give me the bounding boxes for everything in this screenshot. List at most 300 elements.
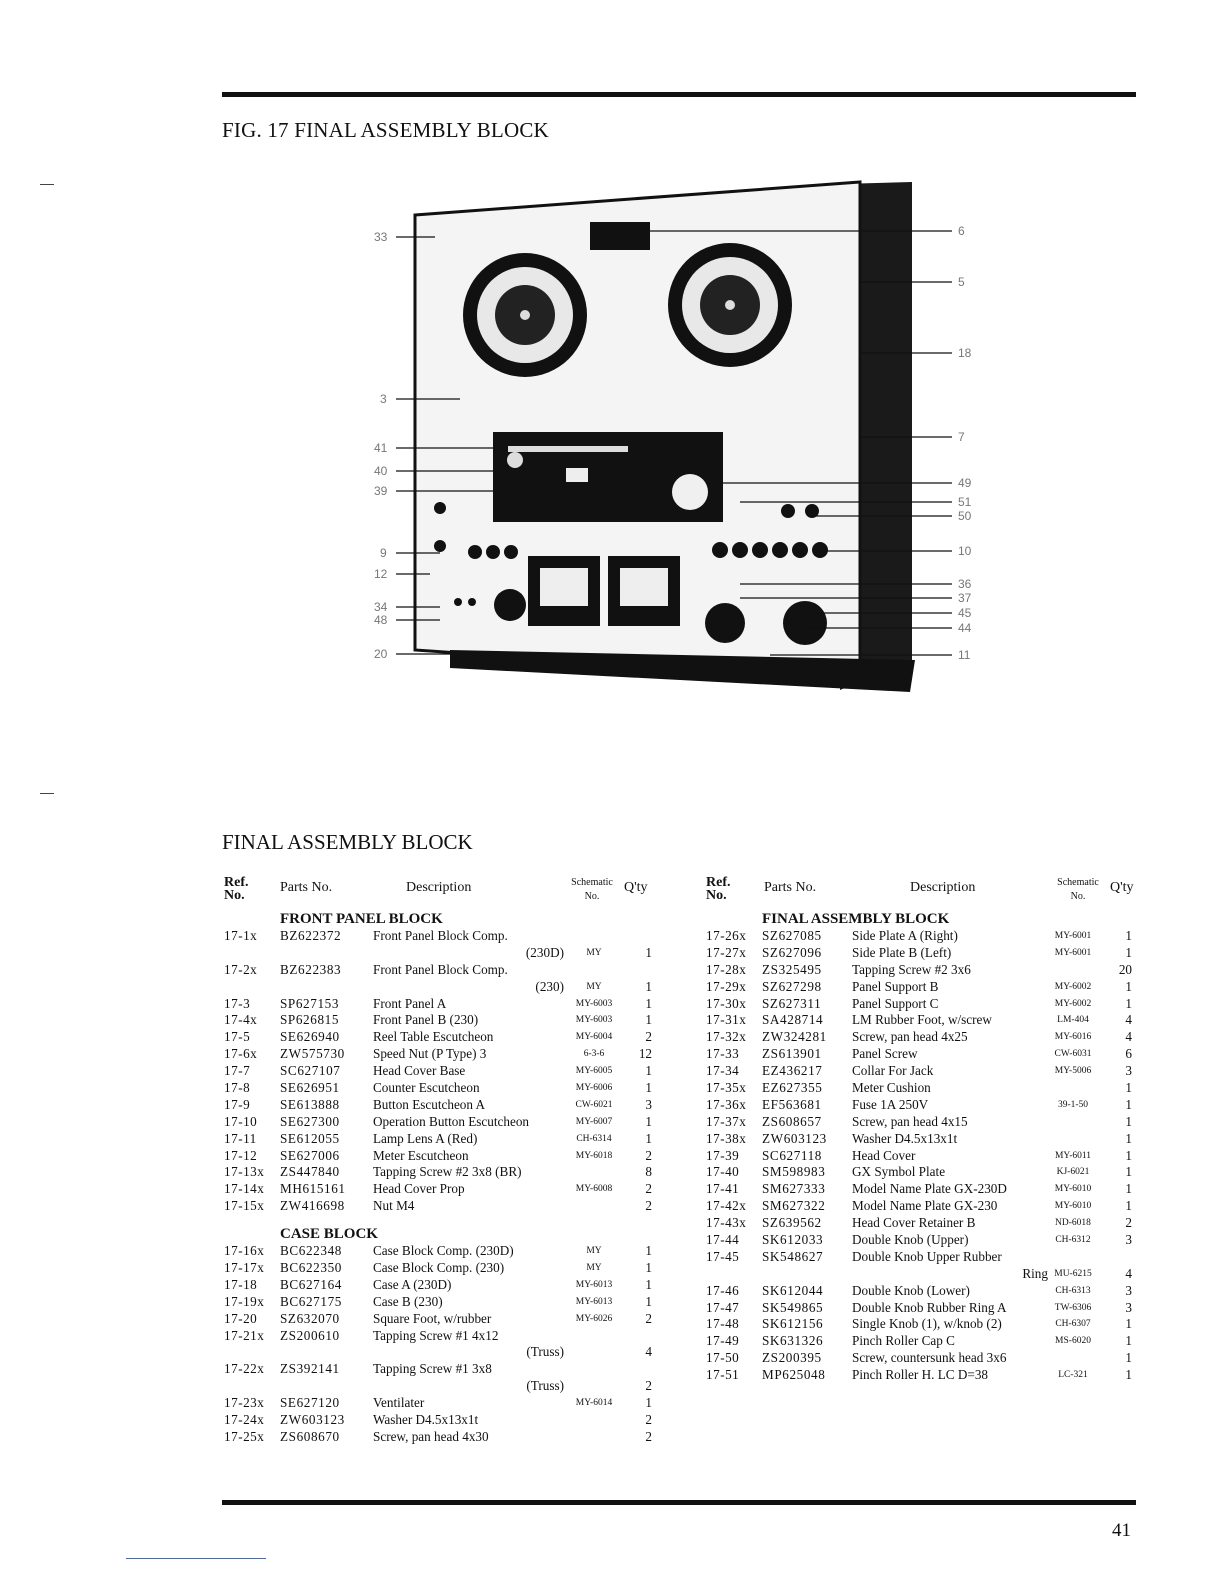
parts-no: SK612033: [762, 1232, 824, 1248]
description: Front Panel A: [373, 995, 447, 1011]
ref-no: 17-33: [706, 1046, 740, 1062]
table-row: [704, 1131, 1144, 1148]
ref-no: 17-34: [706, 1063, 740, 1079]
parts-no: SE627006: [280, 1147, 340, 1163]
quantity: 3: [1125, 1232, 1132, 1248]
parts-no: ZS608670: [280, 1428, 340, 1444]
header-qty: Q'ty: [1110, 880, 1134, 895]
parts-no: SK548627: [762, 1248, 824, 1264]
parts-no: ZS200395: [762, 1350, 822, 1366]
callout-label: 9: [380, 546, 387, 560]
table-header: [222, 876, 658, 910]
parts-no: SZ627298: [762, 978, 822, 994]
callout-label: 34: [374, 600, 388, 614]
section-title: FINAL ASSEMBLY BLOCK: [222, 830, 473, 854]
ref-no: 17-18: [224, 1276, 258, 1292]
description: Single Knob (1), w/knob (2): [852, 1316, 1002, 1332]
level-meter-left: [528, 556, 600, 626]
parts-no: SC627107: [280, 1063, 341, 1079]
description: Screw, pan head 4x25: [852, 1029, 968, 1045]
ref-no: 17-45: [706, 1248, 740, 1264]
description: Speed Nut (P Type) 3: [373, 1046, 487, 1062]
table-row: [222, 1294, 658, 1311]
right-callout-labels: [958, 224, 972, 662]
parts-no: EZ436217: [762, 1063, 823, 1079]
schematic-no: MU-6215: [1054, 1268, 1092, 1279]
schematic-no: MY-6010: [1054, 1201, 1092, 1212]
ref-no: 17-36x: [706, 1096, 747, 1112]
parts-no: SE626940: [280, 1029, 340, 1045]
callout-label: 18: [958, 346, 972, 360]
ref-no: 17-51: [706, 1367, 740, 1383]
parts-no: ZW575730: [280, 1046, 345, 1062]
ref-no: 17-47: [706, 1299, 740, 1315]
ref-no: 17-5: [224, 1029, 251, 1045]
parts-no: SZ627085: [762, 928, 822, 943]
table-row: [704, 1097, 1144, 1114]
ref-no: 17-8: [224, 1080, 251, 1096]
table-header: [704, 876, 1144, 910]
parts-no: SM627333: [762, 1181, 826, 1197]
parts-no: SK631326: [762, 1333, 824, 1349]
schematic-no: CH-6313: [1055, 1285, 1091, 1296]
description: Side Plate A (Right): [852, 928, 958, 943]
callout-label: 6: [958, 224, 965, 238]
quantity: 1: [1125, 1080, 1132, 1096]
schematic-no: MY-6005: [575, 1066, 613, 1077]
quantity: 3: [645, 1096, 652, 1112]
parts-no: BC622350: [280, 1260, 342, 1276]
ref-no: 17-10: [224, 1113, 258, 1129]
bottom-rule: [222, 1500, 1136, 1505]
parts-no: ZW324281: [762, 1029, 827, 1045]
description: Front Panel Block Comp.: [373, 928, 508, 943]
ref-no: 17-42x: [706, 1198, 747, 1214]
table-row-continuation: [222, 979, 658, 996]
quantity: 1: [645, 1080, 652, 1096]
table-row: [704, 1283, 1144, 1300]
ref-no: 17-35x: [706, 1080, 747, 1096]
schematic-no: MY-5006: [1054, 1066, 1092, 1077]
description: Front Panel Block Comp.: [373, 961, 508, 977]
schematic-no: MY-6008: [575, 1184, 613, 1195]
parts-no: BC622348: [280, 1243, 342, 1259]
quantity: 4: [1125, 1029, 1132, 1045]
table-row: [704, 1300, 1144, 1317]
parts-no: ZS613901: [762, 1046, 822, 1062]
parts-no: SK612044: [762, 1282, 824, 1298]
ref-no: 17-23x: [224, 1395, 265, 1411]
block-spacer: [222, 1215, 658, 1225]
description: Case Block Comp. (230): [373, 1260, 505, 1276]
schematic-no: MY-6011: [1054, 1150, 1092, 1161]
quantity: 1: [645, 1012, 652, 1028]
parts-table-right: [704, 876, 1144, 1384]
schematic-no: CH-6314: [576, 1133, 612, 1144]
callout-label: 49: [958, 476, 972, 490]
description: Meter Escutcheon: [373, 1147, 469, 1163]
ref-no: 17-26x: [706, 928, 747, 943]
table-row: [222, 1361, 658, 1378]
callout-label: 33: [374, 230, 388, 244]
table-row: [222, 1395, 658, 1412]
table-row: [704, 1012, 1144, 1029]
ref-no: 17-46: [706, 1282, 740, 1298]
quantity: 1: [645, 1130, 652, 1146]
description: Double Knob Rubber Ring A: [852, 1299, 1007, 1315]
quantity: 1: [645, 978, 652, 994]
table-row: [222, 1328, 658, 1345]
quantity: 20: [1118, 961, 1132, 977]
description: Screw, pan head 4x30: [373, 1428, 489, 1444]
quantity: 2: [645, 1198, 652, 1214]
table-row: [222, 1243, 658, 1260]
ref-no: 17-21x: [224, 1327, 265, 1343]
schematic-no: MY-6016: [1054, 1032, 1092, 1043]
schematic-no: TW-6306: [1054, 1302, 1092, 1313]
ref-no: 17-22x: [224, 1361, 265, 1377]
quantity: 1: [645, 1293, 652, 1309]
table-row: [222, 1181, 658, 1198]
parts-no: BC627164: [280, 1276, 342, 1292]
header-ref: Ref. No.: [706, 875, 731, 903]
quantity: 1: [1125, 1198, 1132, 1214]
ref-no: 17-15x: [224, 1198, 265, 1214]
ref-no: 17-11: [224, 1130, 257, 1146]
quantity: 3: [1125, 1063, 1132, 1079]
parts-no: SK549865: [762, 1299, 824, 1315]
header-description: Description: [406, 880, 472, 895]
parts-no: SZ627096: [762, 944, 822, 960]
callout-label: 50: [958, 509, 972, 523]
ref-no: 17-27x: [706, 944, 747, 960]
ref-no: 17-19x: [224, 1293, 265, 1309]
schematic-no: CH-6312: [1055, 1235, 1091, 1246]
quantity: 2: [645, 1412, 652, 1428]
table-row: [704, 1215, 1144, 1232]
table-row-continuation: [222, 1378, 658, 1395]
table-row: [222, 1148, 658, 1165]
ref-no: 17-1x: [224, 928, 258, 943]
callout-label: 10: [958, 544, 972, 558]
table-row: [704, 945, 1144, 962]
table-row: [704, 1029, 1144, 1046]
quantity: 1: [1125, 944, 1132, 960]
ref-no: 17-41: [706, 1181, 740, 1197]
table-row: [704, 1148, 1144, 1165]
header-description: Description: [910, 880, 976, 895]
quantity: 3: [1125, 1282, 1132, 1298]
description: Case A (230D): [373, 1276, 452, 1292]
ref-no: 17-50: [706, 1350, 740, 1366]
parts-no: ZS200610: [280, 1327, 340, 1343]
schematic-no: 39-1-50: [1057, 1099, 1089, 1110]
table-row: [222, 1164, 658, 1181]
parts-no: SE627300: [280, 1113, 340, 1129]
table-row: [704, 1316, 1144, 1333]
quantity: 8: [645, 1164, 652, 1180]
table-row: [704, 1249, 1144, 1266]
table-row: [704, 1114, 1144, 1131]
header-ref: Ref. No.: [224, 875, 249, 903]
ref-no: 17-12: [224, 1147, 258, 1163]
parts-no: BZ622383: [280, 961, 342, 977]
table-row: [222, 1412, 658, 1429]
schematic-no: MY: [586, 947, 602, 958]
parts-no: MH615161: [280, 1181, 346, 1197]
quantity: 1: [645, 995, 652, 1011]
schematic-no: CW-6021: [575, 1099, 613, 1110]
table-row: [222, 1429, 658, 1446]
description: Tapping Screw #1 4x12: [373, 1327, 499, 1343]
schematic-no: MY-6004: [575, 1032, 613, 1043]
table-row: [222, 928, 658, 945]
parts-no: ZS392141: [280, 1361, 340, 1377]
table-row: [222, 1097, 658, 1114]
table-row: [704, 1333, 1144, 1350]
table-row: [704, 1181, 1144, 1198]
parts-no: SE626951: [280, 1080, 340, 1096]
description: Head Cover Base: [373, 1063, 466, 1079]
table-row: [222, 1012, 658, 1029]
margin-mark: [40, 793, 54, 794]
description: Counter Escutcheon: [373, 1080, 480, 1096]
description: GX Symbol Plate: [852, 1164, 946, 1180]
description: Tapping Screw #1 3x8: [373, 1361, 492, 1377]
header-parts-no: Parts No.: [764, 880, 817, 895]
quantity: 1: [1125, 995, 1132, 1011]
left-reel: [463, 253, 587, 377]
description-continuation: Ring: [1022, 1265, 1048, 1281]
header-qty: Q'ty: [624, 880, 648, 895]
quantity: 2: [645, 1310, 652, 1326]
quantity: 1: [1125, 1367, 1132, 1383]
schematic-no: MY: [586, 981, 602, 992]
ref-no: 17-25x: [224, 1428, 265, 1444]
quantity: 4: [1125, 1265, 1132, 1281]
schematic-no: CW-6031: [1054, 1049, 1092, 1060]
parts-table-left: [222, 876, 658, 1446]
callout-label: 40: [374, 464, 388, 478]
description: Pinch Roller H. LC D=38: [852, 1367, 989, 1383]
table-row: [222, 1080, 658, 1097]
schematic-no: MY-6002: [1054, 998, 1092, 1009]
parts-no: SE627120: [280, 1395, 340, 1411]
description: Collar For Jack: [852, 1063, 934, 1079]
description: LM Rubber Foot, w/screw: [852, 1012, 992, 1028]
quantity: 1: [1125, 1181, 1132, 1197]
ref-no: 17-29x: [706, 978, 747, 994]
schematic-no: MS-6020: [1055, 1336, 1091, 1347]
parts-no: ZS325495: [762, 961, 822, 977]
description: Square Foot, w/rubber: [373, 1310, 492, 1326]
parts-no: BZ622372: [280, 928, 342, 943]
callout-label: 7: [958, 430, 965, 444]
schematic-no: ND-6018: [1055, 1218, 1091, 1229]
parts-no: SP627153: [280, 995, 340, 1011]
block-title: FRONT PANEL BLOCK: [280, 911, 443, 927]
quantity: 1: [645, 1260, 652, 1276]
quantity: 1: [645, 944, 652, 960]
description: Double Knob (Upper): [852, 1232, 969, 1248]
schematic-no: MY-6013: [575, 1279, 613, 1290]
callout-label: 11: [958, 648, 971, 662]
parts-no: SC627118: [762, 1147, 823, 1163]
description: Head Cover Retainer B: [852, 1215, 976, 1231]
quantity: 1: [1125, 1316, 1132, 1332]
description-continuation: (230D): [525, 944, 564, 960]
table-body: [222, 910, 658, 1446]
parts-no: SZ632070: [280, 1310, 340, 1326]
quantity: 2: [645, 1029, 652, 1045]
quantity: 1: [645, 1276, 652, 1292]
schematic-no: MY-6026: [575, 1313, 613, 1324]
tape-deck-drawing: [360, 170, 1000, 710]
description: Model Name Plate GX-230: [852, 1198, 998, 1214]
schematic-no: MY-6018: [575, 1150, 613, 1161]
description: Front Panel B (230): [373, 1012, 479, 1028]
callout-label: 36: [958, 577, 972, 591]
table-row: [222, 1046, 658, 1063]
table-row: [222, 1063, 658, 1080]
table-row: [704, 1232, 1144, 1249]
quantity: 1: [645, 1395, 652, 1411]
schematic-no: MY-6006: [575, 1083, 613, 1094]
ref-no: 17-28x: [706, 961, 747, 977]
table-row: [222, 1198, 658, 1215]
ref-no: 17-4x: [224, 1012, 258, 1028]
description: Case Block Comp. (230D): [373, 1243, 514, 1259]
bottom-link-line: [126, 1558, 266, 1559]
parts-no: SE613888: [280, 1096, 340, 1112]
description: Screw, pan head 4x15: [852, 1113, 968, 1129]
ref-no: 17-49: [706, 1333, 740, 1349]
table-row: [704, 979, 1144, 996]
schematic-no: LC-321: [1058, 1370, 1088, 1381]
description-continuation: (Truss): [526, 1378, 564, 1394]
schematic-no: MY-6010: [1054, 1184, 1092, 1195]
ref-no: 17-20: [224, 1310, 258, 1326]
ref-no: 17-37x: [706, 1113, 747, 1129]
schematic-no: MY-6003: [575, 998, 613, 1009]
description-continuation: (Truss): [526, 1344, 564, 1360]
quantity: 1: [645, 1113, 652, 1129]
quantity: 1: [1125, 1333, 1132, 1349]
parts-no: EF563681: [762, 1096, 822, 1112]
top-rule: [222, 92, 1136, 97]
callout-label: 45: [958, 606, 972, 620]
margin-mark: [40, 184, 54, 185]
table-row-continuation: [704, 1266, 1144, 1283]
level-meter-right: [608, 556, 680, 626]
quantity: 2: [645, 1147, 652, 1163]
quantity: 1: [1125, 1147, 1132, 1163]
ref-no: 17-31x: [706, 1012, 747, 1028]
header-parts-no: Parts No.: [280, 880, 333, 895]
quantity: 1: [1125, 1350, 1132, 1366]
schematic-no: MY: [586, 1263, 602, 1274]
description: Model Name Plate GX-230D: [852, 1181, 1007, 1197]
table-row: [704, 1046, 1144, 1063]
ref-no: 17-16x: [224, 1243, 265, 1259]
table-row-continuation: [222, 1344, 658, 1361]
schematic-no: CH-6307: [1055, 1319, 1091, 1330]
parts-no: ZS447840: [280, 1164, 340, 1180]
description: Lamp Lens A (Red): [373, 1130, 478, 1146]
schematic-no: MY-6002: [1054, 981, 1092, 992]
callout-label: 37: [958, 591, 972, 605]
table-row: [704, 1350, 1144, 1367]
table-row: [222, 1260, 658, 1277]
parts-no: SM598983: [762, 1164, 826, 1180]
table-row: [704, 962, 1144, 979]
parts-no: ZW603123: [280, 1412, 345, 1428]
table-row: [704, 1080, 1144, 1097]
table-row: [704, 1164, 1144, 1181]
schematic-no: LM-404: [1057, 1015, 1089, 1026]
ref-no: 17-32x: [706, 1029, 747, 1045]
header-schematic: Schematic No.: [571, 877, 613, 902]
parts-no: ZS608657: [762, 1113, 822, 1129]
quantity: 2: [645, 1378, 652, 1394]
parts-no: SE612055: [280, 1130, 340, 1146]
parts-no: ZW416698: [280, 1198, 345, 1214]
quantity: 2: [645, 1181, 652, 1197]
description: Reel Table Escutcheon: [373, 1029, 494, 1045]
ref-no: 17-9: [224, 1096, 251, 1112]
ref-no: 17-6x: [224, 1046, 258, 1062]
description: Case B (230): [373, 1293, 443, 1309]
ref-no: 17-24x: [224, 1412, 265, 1428]
description: Meter Cushion: [852, 1080, 931, 1096]
quantity: 2: [1125, 1215, 1132, 1231]
description: Double Knob Upper Rubber: [852, 1248, 1002, 1264]
table-row: [222, 1029, 658, 1046]
ref-no: 17-17x: [224, 1260, 265, 1276]
ref-no: 17-40: [706, 1164, 740, 1180]
ref-no: 17-38x: [706, 1130, 747, 1146]
schematic-no: MY-6003: [575, 1015, 613, 1026]
description: Tapping Screw #2 3x6: [852, 961, 971, 977]
parts-no: SA428714: [762, 1012, 824, 1028]
quantity: 1: [1125, 1113, 1132, 1129]
parts-no: MP625048: [762, 1367, 826, 1383]
callout-label: 48: [374, 613, 388, 627]
ref-no: 17-48: [706, 1316, 740, 1332]
table-row: [704, 1198, 1144, 1215]
callout-label: 44: [958, 621, 972, 635]
quantity: 1: [1125, 978, 1132, 994]
parts-no: SP626815: [280, 1012, 340, 1028]
parts-no: SZ639562: [762, 1215, 822, 1231]
block-title: FINAL ASSEMBLY BLOCK: [762, 911, 950, 927]
description: Double Knob (Lower): [852, 1282, 970, 1298]
description: Screw, countersunk head 3x6: [852, 1350, 1007, 1366]
ref-no: 17-2x: [224, 961, 258, 977]
description: Head Cover: [852, 1147, 916, 1163]
callout-label: 12: [374, 567, 388, 581]
description: Panel Support B: [852, 978, 939, 994]
parts-no: SK612156: [762, 1316, 824, 1332]
callout-label: 3: [380, 392, 387, 406]
description: Pinch Roller Cap C: [852, 1333, 955, 1349]
ref-no: 17-14x: [224, 1181, 265, 1197]
parts-no: EZ627355: [762, 1080, 823, 1096]
description: Operation Button Escutcheon: [373, 1113, 530, 1129]
table-body: [704, 910, 1144, 1384]
table-row: [222, 1311, 658, 1328]
description: Panel Support C: [852, 995, 939, 1011]
